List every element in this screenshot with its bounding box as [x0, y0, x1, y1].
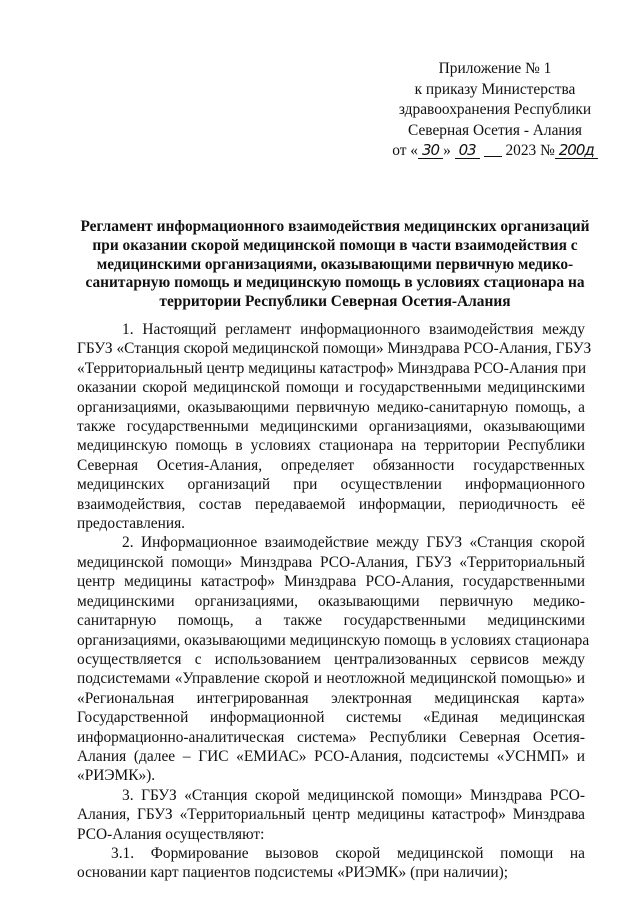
body-text-line: оказании скорой медицинской помощи и государственными медицинскими: [77, 379, 585, 397]
title-line: при оказании скорой медицинской помощи в части взаимодействия с: [92, 236, 578, 254]
body-text-line: также государственными медицинскими организациями, оказывающими: [77, 418, 585, 436]
annex-ministry-line: здравоохранения Республики: [398, 101, 592, 118]
body-text-line: 2. Информационное взаимодействие между ГБУЗ «Станция скорой: [122, 534, 585, 552]
body-text-line: информационно-аналитическая система» Республики Северная Осетия-: [77, 728, 585, 746]
body-text-line: «Территориальный центр медицины катастроф» Минздрава РСО-Алания при: [77, 359, 587, 377]
body-text-line: медицинскими организациями, оказывающими первичную медико-: [77, 592, 585, 610]
annex-republic-line: Северная Осетия - Алания: [408, 121, 582, 139]
body-text-line: медицинских организаций при осуществлении информационного: [77, 476, 585, 494]
title-line: санитарную помощь и медицинскую помощь в условиях стационара на: [85, 274, 585, 292]
body-text-line: Северная Осетия-Алания, определяет обязанности государственных: [77, 456, 585, 474]
title-line: медицинскими организациями, оказывающими первичную медико-: [96, 255, 574, 273]
body-text-line: 1. Настоящий регламент информационного взаимодействия между: [122, 321, 585, 338]
date-separator: »: [443, 142, 451, 159]
date-year-number: 2023 №: [505, 142, 555, 159]
body-text-line: Алания (далее – ГИС «ЕМИАС» РСО-Алания, подсистемы «УСНМП» и: [77, 747, 585, 765]
body-text-line: подсистемами «Управление скорой и неотложной медицинской помощью» и: [77, 670, 585, 688]
date-day-handwritten: 30: [418, 142, 443, 159]
order-number-handwritten: 200д: [555, 142, 598, 159]
body-text-line: Государственной информационной системы «Единая медицинская: [77, 709, 585, 727]
body-text-line: взаимодействия, состав передаваемой информации, периодичность её: [77, 495, 585, 513]
title-line: территории Республики Северная Осетия-Алания: [159, 293, 511, 311]
annex-order-line: к приказу Министерства: [414, 80, 576, 98]
body-text-line: ГБУЗ «Станция скорой медицинской помощи» Минздрава РСО-Алания, ГБУЗ: [77, 340, 592, 358]
body-text-line: РСО-Алания осуществляют:: [77, 825, 265, 843]
body-text-line: организациями, оказывающими медицинскую помощь в условиях стационара: [77, 631, 590, 649]
body-text-line: основании карт пациентов подсистемы «РИЭМК» (при наличии);: [77, 864, 508, 882]
date-month-handwritten: 03: [455, 142, 480, 159]
annex-date-line: [380, 141, 610, 162]
date-prefix: от «: [392, 142, 418, 159]
body-text-line: Алания, ГБУЗ «Территориальный центр медицины катастроф» Минздрава: [77, 806, 585, 824]
body-text-line: осуществляется с использованием централизованных сервисов между: [77, 650, 585, 668]
document-title: [70, 218, 600, 312]
document-body: [77, 320, 592, 883]
body-text-line: медицинской помощи» Минздрава РСО-Алания, ГБУЗ «Территориальный: [77, 553, 585, 571]
body-text-line: организациями, оказывающими первичную медико-санитарную помощь, а: [77, 398, 585, 416]
body-text-line: медицинскую помощь в условиях стационара на территории Республики: [77, 437, 585, 455]
title-line: Регламент информационного взаимодействия медицинских организаций: [80, 218, 590, 235]
annex-block: [380, 59, 610, 162]
body-text-line: 3.1. Формирование вызовов скорой медицинской помощи на: [111, 844, 585, 862]
annex-title: Приложение № 1: [438, 60, 552, 77]
body-text-line: предоставления.: [77, 515, 186, 533]
body-text-line: «РИЭМК»).: [77, 767, 156, 785]
date-blank-line: [484, 142, 502, 157]
body-text-line: центр медицины катастроф» Минздрава РСО-Алания, государственными: [77, 573, 585, 591]
body-text-line: «Региональная интегрированная электронная медицинская карта»: [77, 689, 585, 707]
body-text-line: санитарную помощь, а также государственными медицинскими: [77, 612, 585, 630]
body-text-line: 3. ГБУЗ «Станция скорой медицинской помощи» Минздрава РСО-: [122, 786, 585, 804]
